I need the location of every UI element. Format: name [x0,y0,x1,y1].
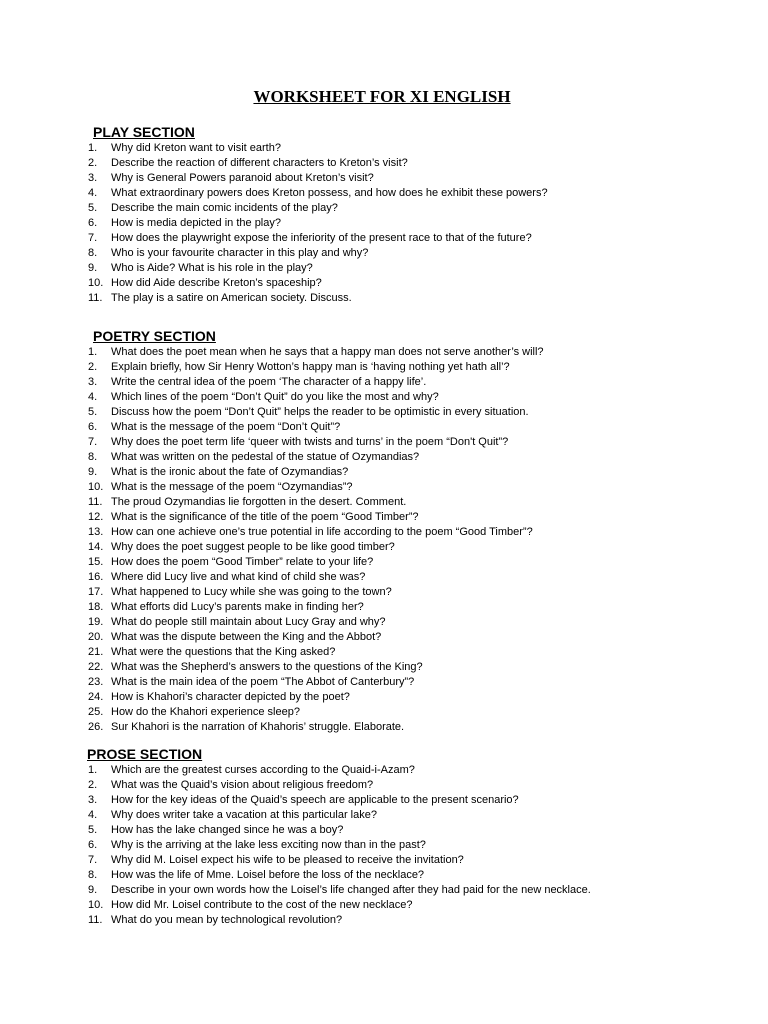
question-item [0,705,768,720]
question-number: 2. [88,779,98,791]
prose-section [0,745,768,928]
question-number: 18. [88,601,104,613]
question-item [0,231,768,246]
question-item [0,291,768,306]
question-item [0,823,768,838]
question-item [0,615,768,630]
question-text: How for the key ideas of the Quaid’s speech are applicable to the present scenario? [111,794,519,806]
question-number: 5. [88,406,98,418]
question-number: 9. [88,262,98,274]
poetry-section [0,327,768,735]
question-text: The play is a satire on American society. Discuss. [111,292,352,304]
question-item [0,853,768,868]
question-text: What was written on the pedestal of the statue of Ozymandias? [111,451,420,463]
question-item [0,156,768,171]
question-number: 9. [88,466,98,478]
play-section [0,123,768,306]
question-number: 10. [88,899,104,911]
question-item [0,216,768,231]
question-number: 21. [88,646,104,658]
question-text: Why did Kreton want to visit earth? [111,142,281,154]
question-number: 11. [88,914,103,926]
question-text: Who is your favourite character in this play and why? [111,247,369,259]
question-item [0,201,768,216]
question-item [0,345,768,360]
question-number: 8. [88,247,98,259]
section-heading: POETRY SECTION [93,328,216,344]
question-text: How did Aide describe Kreton’s spaceship? [111,277,322,289]
question-number: 7. [88,232,98,244]
question-text: Describe in your own words how the Loisel’s life changed after they had paid for the new necklace. [111,884,591,896]
question-text: What is the significance of the title of the poem “Good Timber”? [111,511,419,523]
question-text: How do the Khahori experience sleep? [111,706,300,718]
question-item [0,793,768,808]
question-number: 16. [88,571,104,583]
question-item [0,246,768,261]
question-number: 10. [88,481,104,493]
question-item [0,570,768,585]
question-item [0,585,768,600]
question-number: 4. [88,391,98,403]
question-item [0,480,768,495]
question-text: Discuss how the poem “Don’t Quit” helps the reader to be optimistic in every situation. [111,406,529,418]
question-text: Write the central idea of the poem ‘The character of a happy life’. [111,376,427,388]
question-number: 1. [88,142,98,154]
question-item [0,868,768,883]
question-text: Why does writer take a vacation at this particular lake? [111,809,377,821]
question-number: 3. [88,794,98,806]
worksheet-title: WORKSHEET FOR XI ENGLISH [253,87,511,106]
question-item [0,898,768,913]
question-number: 7. [88,436,98,448]
question-item [0,883,768,898]
question-number: 11. [88,292,103,304]
question-text: What was the dispute between the King and the Abbot? [111,631,382,643]
question-number: 23. [88,676,104,688]
question-item [0,510,768,525]
question-number: 6. [88,839,98,851]
question-text: Describe the main comic incidents of the play? [111,202,338,214]
question-item [0,141,768,156]
question-item [0,600,768,615]
section-heading: PLAY SECTION [93,124,195,140]
question-text: What is the message of the poem “Don’t Quit”? [111,421,341,433]
question-item [0,838,768,853]
question-text: What happened to Lucy while she was going to the town? [111,586,392,598]
question-item [0,465,768,480]
question-number: 10. [88,277,104,289]
question-item [0,763,768,778]
question-text: What is the main idea of the poem “The Abbot of Canterbury”? [111,676,415,688]
question-item [0,675,768,690]
question-text: How can one achieve one’s true potential in life according to the poem “Good Timber”? [111,526,533,538]
question-text: How is Khahori’s character depicted by the poet? [111,691,350,703]
question-item [0,495,768,510]
question-number: 24. [88,691,104,703]
question-text: How did Mr. Loisel contribute to the cost of the new necklace? [111,899,413,911]
question-item [0,645,768,660]
question-item [0,186,768,201]
question-number: 11. [88,496,103,508]
question-text: What does the poet mean when he says that a happy man does not serve another’s will? [111,346,544,358]
question-number: 12. [88,511,104,523]
question-text: What were the questions that the King asked? [111,646,336,658]
question-item [0,375,768,390]
question-number: 19. [88,616,104,628]
question-number: 8. [88,451,98,463]
question-number: 26. [88,721,104,733]
question-number: 22. [88,661,104,673]
question-text: How has the lake changed since he was a boy? [111,824,344,836]
question-number: 4. [88,187,98,199]
question-item [0,420,768,435]
question-number: 6. [88,421,98,433]
question-text: Which lines of the poem “Don’t Quit” do you like the most and why? [111,391,439,403]
question-text: What was the Quaid’s vision about religious freedom? [111,779,374,791]
question-number: 3. [88,172,98,184]
question-item [0,276,768,291]
question-number: 6. [88,217,98,229]
question-item [0,435,768,450]
question-number: 3. [88,376,98,388]
question-item [0,808,768,823]
question-number: 5. [88,824,98,836]
question-item [0,525,768,540]
section-heading: PROSE SECTION [87,746,203,762]
question-number: 1. [88,346,98,358]
question-number: 9. [88,884,98,896]
question-text: What do you mean by technological revolution? [111,914,343,926]
question-list [0,345,768,735]
question-item [0,778,768,793]
question-number: 2. [88,361,98,373]
question-list [0,763,768,928]
question-item [0,405,768,420]
question-number: 13. [88,526,104,538]
question-item [0,913,768,928]
question-text: Where did Lucy live and what kind of child she was? [111,571,366,583]
question-text: What do people still maintain about Lucy Gray and why? [111,616,386,628]
question-item [0,630,768,645]
question-text: Why is the arriving at the lake less exciting now than in the past? [111,839,426,851]
question-number: 14. [88,541,104,553]
question-number: 7. [88,854,98,866]
question-number: 20. [88,631,104,643]
question-item [0,690,768,705]
question-text: What is the ironic about the fate of Ozymandias? [111,466,349,478]
question-item [0,171,768,186]
question-text: Who is Aide? What is his role in the play? [111,262,313,274]
question-number: 5. [88,202,98,214]
question-item [0,660,768,675]
question-text: How is media depicted in the play? [111,217,281,229]
question-number: 2. [88,157,98,169]
question-text: Why does the poet suggest people to be like good timber? [111,541,395,553]
question-text: Which are the greatest curses according to the Quaid-i-Azam? [111,764,415,776]
question-text: What efforts did Lucy’s parents make in finding her? [111,601,364,613]
question-item [0,261,768,276]
question-text: Sur Khahori is the narration of Khahoris’ struggle. Elaborate. [111,721,405,733]
question-number: 15. [88,556,104,568]
question-item [0,390,768,405]
question-text: What extraordinary powers does Kreton possess, and how does he exhibit these powers? [111,187,548,199]
question-text: The proud Ozymandias lie forgotten in the desert. Comment. [111,496,407,508]
question-text: Explain briefly, how Sir Henry Wotton’s happy man is ‘having nothing yet hath all’? [111,361,510,373]
question-item [0,555,768,570]
question-item [0,450,768,465]
question-text: Describe the reaction of different characters to Kreton’s visit? [111,157,408,169]
question-text: Why does the poet term life ‘queer with twists and turns’ in the poem “Don't Quit”? [111,436,509,448]
question-text: What is the message of the poem “Ozymandias”? [111,481,353,493]
question-number: 1. [88,764,98,776]
question-text: What was the Shepherd’s answers to the questions of the King? [111,661,423,673]
question-item [0,360,768,375]
question-item [0,720,768,735]
question-text: How does the poem “Good Timber” relate to your life? [111,556,374,568]
question-text: How does the playwright expose the inferiority of the present race to that of the future? [111,232,532,244]
question-number: 4. [88,809,98,821]
question-list [0,141,768,306]
question-text: Why is General Powers paranoid about Kreton’s visit? [111,172,374,184]
question-text: Why did M. Loisel expect his wife to be pleased to receive the invitation? [111,854,464,866]
question-number: 8. [88,869,98,881]
question-item [0,540,768,555]
question-text: How was the life of Mme. Loisel before the loss of the necklace? [111,869,425,881]
question-number: 25. [88,706,104,718]
question-number: 17. [88,586,104,598]
